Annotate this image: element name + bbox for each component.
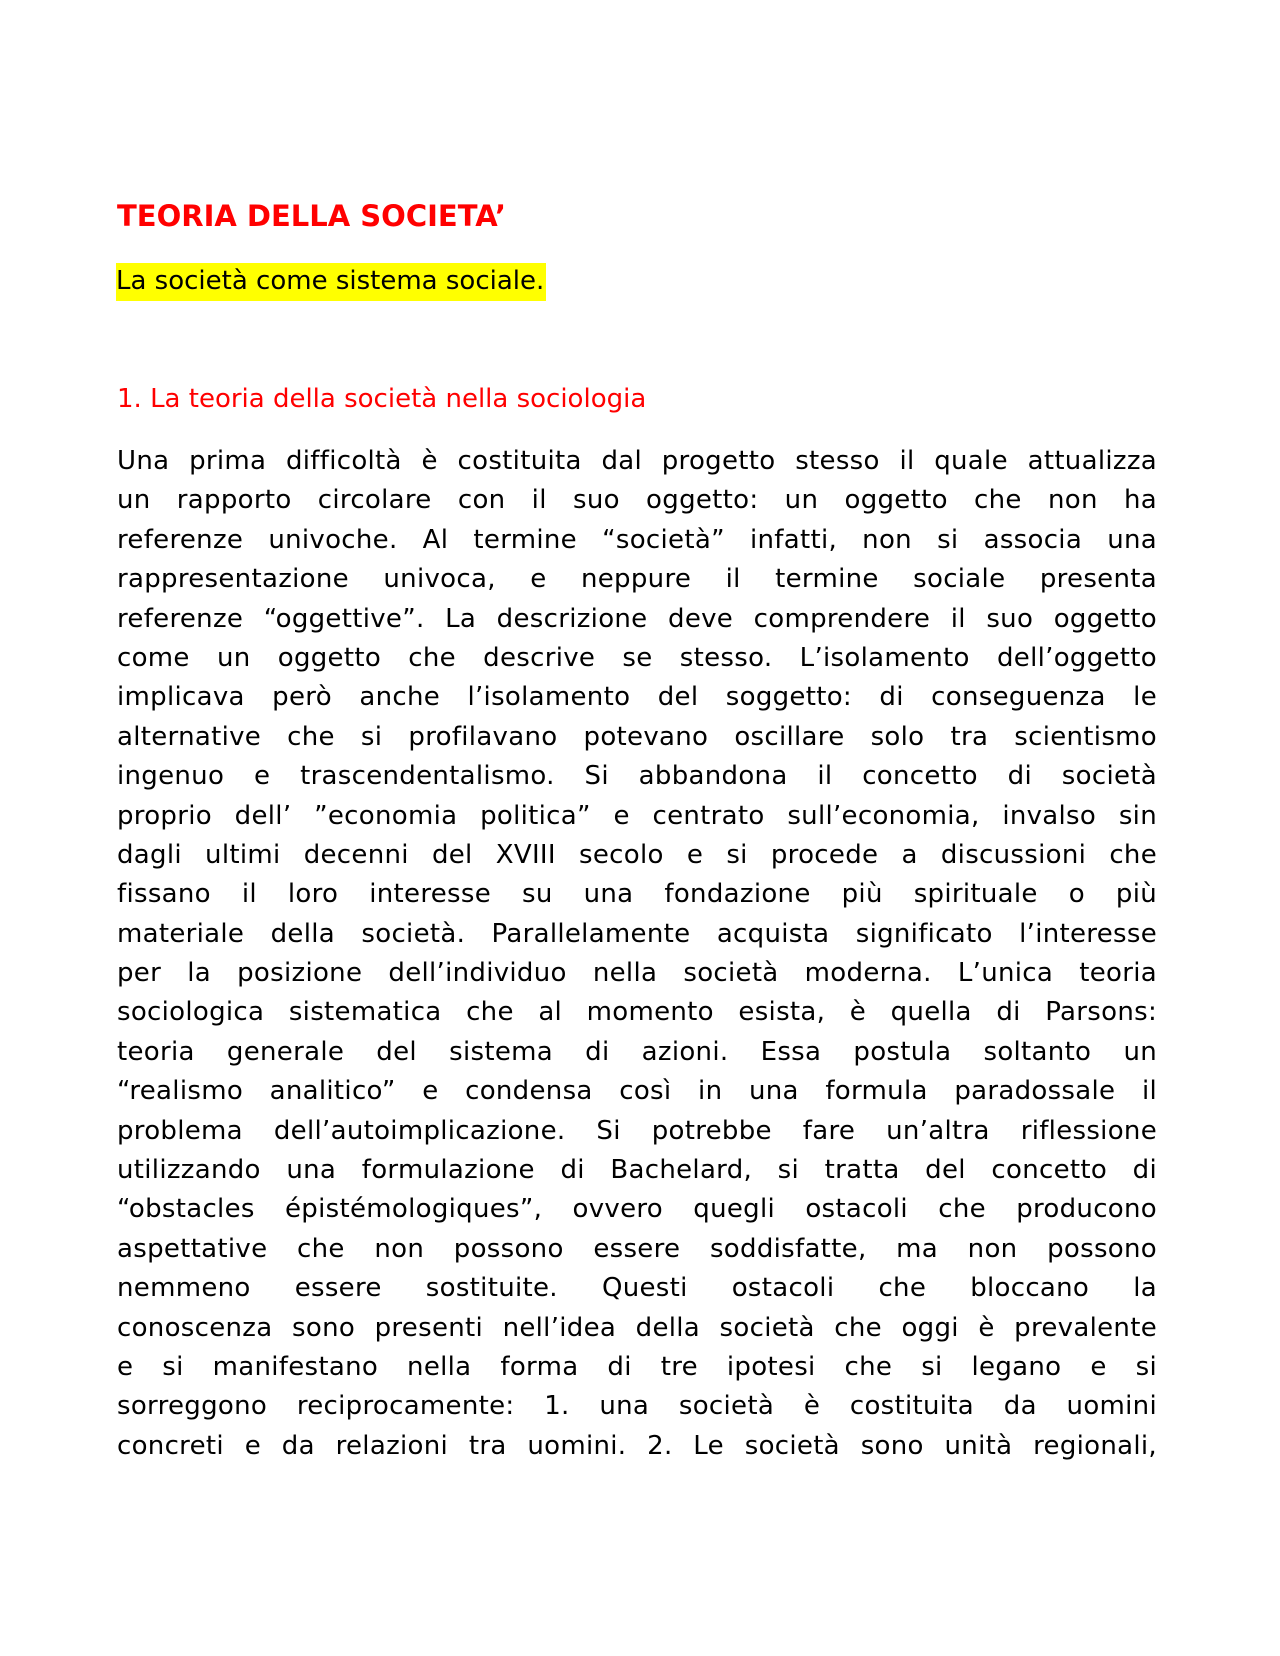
body-paragraph: [117, 442, 1157, 1466]
body-line: utilizzando una formulazione di Bachelard, si tratta del concetto di: [117, 1155, 1157, 1186]
body-line: e si manifestano nella forma di tre ipotesi che si legano e si: [117, 1351, 1157, 1382]
document-title: TEORIA DELLA SOCIETA’: [117, 199, 507, 233]
body-line: teoria generale del sistema di azioni. Essa postula soltanto un: [117, 1036, 1157, 1067]
section-heading: 1. La teoria della società nella sociologia: [117, 384, 647, 414]
body-line: implicava però anche l’isolamento del soggetto: di conseguenza le: [117, 682, 1157, 713]
body-line: “realismo analitico” e condensa così in una formula paradossale il: [117, 1076, 1157, 1107]
body-line: per la posizione dell’individuo nella società moderna. L’unica teoria: [117, 958, 1157, 989]
body-line: un rapporto circolare con il suo oggetto: un oggetto che non ha: [117, 485, 1157, 516]
body-line: referenze univoche. Al termine “società” infatti, non si associa una: [117, 524, 1157, 555]
body-line: sorreggono reciprocamente: 1. una società è costituita da uomini: [117, 1391, 1157, 1422]
body-line: referenze “oggettive”. La descrizione deve comprendere il suo oggetto: [117, 603, 1157, 634]
body-line: aspettative che non possono essere soddisfatte, ma non possono: [117, 1233, 1157, 1264]
highlighted-subtitle: La società come sistema sociale.: [116, 263, 546, 301]
body-line: sociologica sistematica che al momento esista, è quella di Parsons:: [117, 997, 1157, 1028]
body-line: rappresentazione univoca, e neppure il termine sociale presenta: [117, 564, 1157, 595]
body-line: alternative che si profilavano potevano oscillare solo tra scientismo: [117, 721, 1157, 752]
body-line: concreti e da relazioni tra uomini. 2. Le società sono unità regionali,: [117, 1430, 1157, 1461]
body-line: conoscenza sono presenti nell’idea della società che oggi è prevalente: [117, 1312, 1157, 1343]
body-line: proprio dell’ ”economia politica” e centrato sull’economia, invalso sin: [117, 800, 1157, 831]
body-line: ingenuo e trascendentalismo. Si abbandona il concetto di società: [117, 761, 1157, 792]
body-line: fissano il loro interesse su una fondazione più spirituale o più: [117, 879, 1157, 910]
body-line: problema dell’autoimplicazione. Si potrebbe fare un’altra riflessione: [117, 1115, 1157, 1146]
body-line: “obstacles épistémologiques”, ovvero quegli ostacoli che producono: [117, 1194, 1157, 1225]
body-line: nemmeno essere sostituite. Questi ostacoli che bloccano la: [117, 1273, 1157, 1304]
body-line: materiale della società. Parallelamente acquista significato l’interesse: [117, 918, 1157, 949]
body-line: Una prima difficoltà è costituita dal progetto stesso il quale attualizza: [117, 446, 1157, 476]
body-line: come un oggetto che descrive se stesso. L’isolamento dell’oggetto: [117, 642, 1157, 673]
body-line: dagli ultimi decenni del XVIII secolo e si procede a discussioni che: [117, 839, 1157, 870]
